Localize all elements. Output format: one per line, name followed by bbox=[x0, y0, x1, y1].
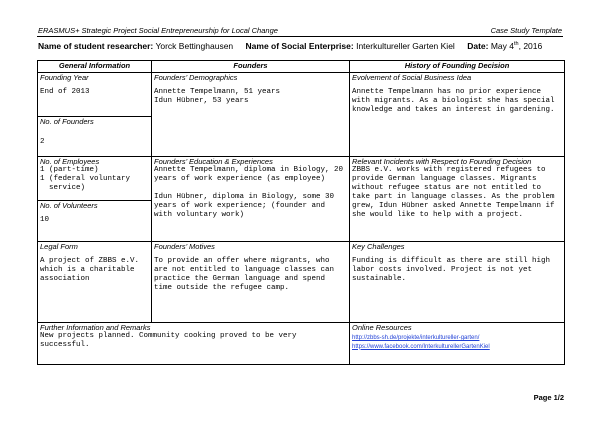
page-number: Page 1/2 bbox=[533, 393, 564, 402]
education-cell bbox=[152, 157, 350, 242]
education-value: Annette Tempelmann, diploma in Biology, 20 years of work experience (as employee) Idun Hübner, diploma in Biology, some 30 years of work experience; (founder and with voluntary work) bbox=[154, 166, 344, 219]
further-info-value: New projects planned. Community cooking proved to be very successful. bbox=[40, 332, 302, 349]
table-row bbox=[38, 323, 565, 365]
table-row bbox=[38, 73, 565, 157]
incidents-cell bbox=[350, 157, 565, 242]
enterprise-label: Name of Social Enterprise: bbox=[245, 41, 354, 51]
col-header-history: History of Founding Decision bbox=[350, 61, 565, 73]
header-divider bbox=[37, 36, 563, 37]
num-employees-label: No. of Employees bbox=[40, 157, 100, 166]
meta-line bbox=[38, 41, 542, 51]
founding-year-label: Founding Year bbox=[40, 73, 89, 82]
online-resources-label: Online Resources bbox=[352, 323, 412, 332]
num-volunteers-label: No. of Volunteers bbox=[40, 201, 98, 210]
challenges-cell bbox=[350, 242, 565, 323]
demographics-label: Founders’ Demographics bbox=[154, 73, 238, 82]
challenges-label: Key Challenges bbox=[352, 242, 405, 251]
motives-cell bbox=[152, 242, 350, 323]
motives-value: To provide an offer where migrants, who are not entitled to language classes can practice the German language and spend time outside the refugee camp. bbox=[154, 257, 339, 292]
researcher-value: Yorck Bettinghausen bbox=[155, 41, 234, 51]
challenges-value: Funding is difficult as there are still high labor costs involved. Project is not yet sustainable. bbox=[352, 257, 555, 283]
col-header-general: General Information bbox=[38, 61, 152, 73]
further-info-label: Further Information and Remarks bbox=[40, 323, 151, 332]
researcher-label: Name of student researcher: bbox=[38, 41, 154, 51]
table-header-row bbox=[38, 61, 565, 73]
founding-year-value: End of 2013 bbox=[40, 88, 90, 96]
case-study-table bbox=[37, 60, 565, 365]
demographics-value: Annette Tempelmann, 51 years Idun Hübner, 53 years bbox=[154, 88, 281, 105]
header-template-title: Case Study Template bbox=[490, 26, 562, 35]
header-project-title: ERASMUS+ Strategic Project Social Entrepreneurship for Local Change bbox=[38, 26, 278, 35]
demographics-cell bbox=[152, 73, 350, 157]
education-label: Founders’ Education & Experiences bbox=[154, 157, 273, 166]
num-founders-value: 2 bbox=[40, 138, 45, 146]
online-link-facebook[interactable]: https://www.facebook.com/InterkulturellerGartenKiel bbox=[352, 343, 490, 350]
table-row bbox=[38, 157, 565, 242]
employees-cell bbox=[38, 157, 152, 242]
evolvement-cell bbox=[350, 73, 565, 157]
num-employees-value: 1 (part-time) 1 (federal voluntary service) bbox=[40, 166, 131, 192]
founding-cell bbox=[38, 73, 152, 157]
date-label: Date: bbox=[467, 41, 489, 51]
num-volunteers-value: 10 bbox=[40, 216, 50, 224]
legal-form-cell bbox=[38, 242, 152, 323]
evolvement-label: Evolvement of Social Business Idea bbox=[352, 73, 472, 82]
table-row bbox=[38, 242, 565, 323]
incidents-value: ZBBS e.V. works with registered refugees to provide German language classes. Migrants without refugee status are not entitled to take part in language classes. As the problem grew, Idun Hübner asked Annette Tempelmann if she would like to help with a project. bbox=[352, 166, 560, 219]
incidents-label: Relevant Incidents with Respect to Founding Decision bbox=[352, 157, 532, 166]
motives-label: Founders’ Motives bbox=[154, 242, 215, 251]
evolvement-value: Annette Tempelmann has no prior experience with migrants. As a biologist she has special knowledge and takes an interest in gardening. bbox=[352, 88, 560, 114]
enterprise-value: Interkultureller Garten Kiel bbox=[356, 41, 455, 51]
num-founders-label: No. of Founders bbox=[40, 117, 94, 126]
further-info-cell bbox=[38, 323, 350, 365]
legal-form-value: A project of ZBBS e.V. which is a charitable association bbox=[40, 257, 144, 283]
date-value: May 4th, 2016 bbox=[490, 41, 543, 51]
legal-form-label: Legal Form bbox=[40, 242, 78, 251]
col-header-founders: Founders bbox=[152, 61, 350, 73]
online-link-website[interactable]: http://zbbs-sh.de/projekte/interkultureller-garten/ bbox=[352, 335, 480, 341]
online-resources-cell bbox=[350, 323, 565, 365]
